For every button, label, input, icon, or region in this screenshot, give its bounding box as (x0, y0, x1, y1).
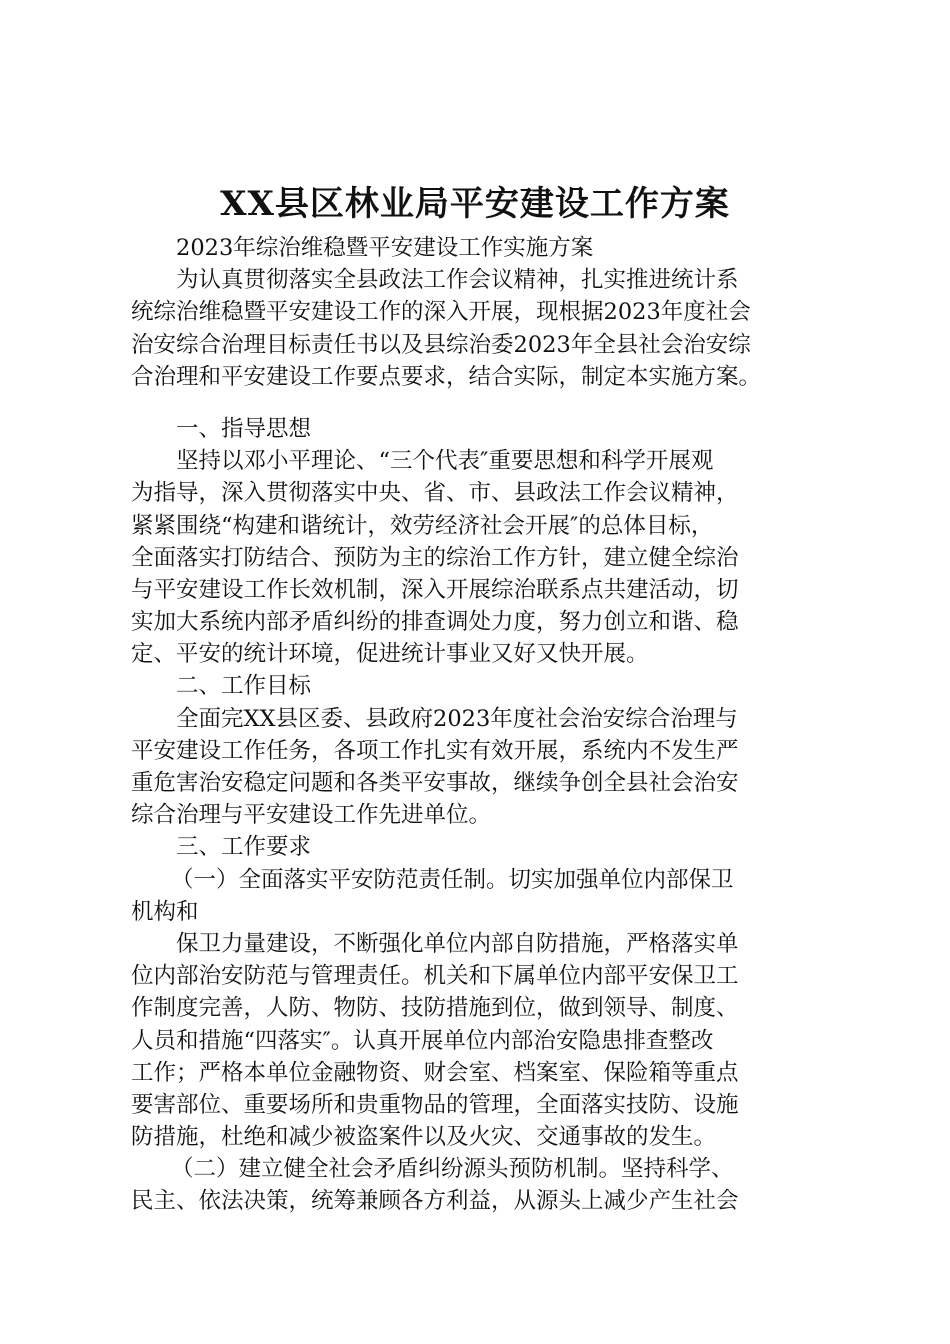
section-heading: 二、工作目标 (176, 673, 312, 700)
paragraph-line: 平安建设工作任务，各项工作扎实有效开展，系统内不发生严 (131, 737, 739, 764)
paragraph-line: 合治理和平安建设工作要点要求，结合实际，制定本实施方案。 (131, 363, 762, 390)
paragraph-line: 工作；严格本单位金融物资、财会室、档案室、保险箱等重点 (131, 1059, 739, 1086)
paragraph-line: 全面落实打防结合、预防为主的综治工作方针，建立健全综治 (131, 544, 739, 571)
paragraph-line: （二）建立健全社会矛盾纠纷源头预防机制。坚持科学、 (171, 1156, 734, 1183)
section-heading: 三、工作要求 (176, 834, 312, 861)
paragraph-line: 要害部位、重要场所和贵重物品的管理，全面落实技防、设施 (131, 1091, 739, 1118)
paragraph-line: 机构和 (131, 898, 199, 925)
paragraph-line: 保卫力量建设，不断强化单位内部自防措施，严格落实单 (176, 930, 739, 957)
paragraph-line: 统综治维稳暨平安建设工作的深入开展，现根据2023年度社会 (131, 299, 751, 326)
paragraph-line: 重危害治安稳定问题和各类平安事故，继续争创全县社会治安 (131, 770, 739, 796)
paragraph-line: 为指导，深入贯彻落实中央、省、市、县政法工作会议精神， (131, 480, 739, 507)
paragraph-line: （一）全面落实平安防范责任制。切实加强单位内部保卫 (171, 866, 734, 893)
document-body (131, 232, 821, 1218)
paragraph-line: 民主、依法决策，统筹兼顾各方利益，从源头上减少产生社会 (131, 1188, 739, 1215)
paragraph-line: 作制度完善，人防、物防、技防措施到位，做到领导、制度、 (131, 995, 739, 1022)
paragraph-gap (131, 393, 821, 413)
subtitle-line: 2023年综治维稳暨平安建设工作实施方案 (176, 235, 594, 261)
paragraph-line: 与平安建设工作长效机制，深入开展综治联系点共建活动，切 (131, 576, 739, 603)
paragraph-line: 防措施，杜绝和减少被盗案件以及火灾、交通事故的发生。 (131, 1124, 717, 1151)
paragraph-line: 坚持以邓小平理论、“三个代表″重要思想和科学开展观 (176, 448, 714, 475)
paragraph-line: 为认真贯彻落实全县政法工作会议精神，扎实推进统计系 (176, 267, 739, 294)
paragraph-line: 紧紧围绕“构建和谐统计，效劳经济社会开展″的总体目标， (131, 512, 714, 539)
paragraph-line: 综合治理与平安建设工作先进单位。 (131, 802, 492, 829)
section-heading: 一、指导思想 (176, 415, 312, 442)
paragraph-line: 人员和措施“四落实″。认真开展单位内部治安隐患排查整改 (131, 1027, 714, 1054)
paragraph-line: 实加大系统内部矛盾纠纷的排查调处力度，努力创立和谐、稳 (131, 609, 739, 636)
paragraph-line: 治安综合治理目标责任书以及县综治委2023年全县社会治安综 (131, 331, 751, 358)
document-title: XX县区林业局平安建设工作方案 (220, 184, 730, 224)
paragraph-line: 位内部治安防范与管理责任。机关和下属单位内部平安保卫工 (131, 963, 739, 990)
paragraph-line: 全面完XX县区委、县政府2023年度社会治安综合治理与 (176, 705, 738, 732)
paragraph-line: 定、平安的统计环境，促进统计事业又好又快开展。 (131, 641, 649, 668)
